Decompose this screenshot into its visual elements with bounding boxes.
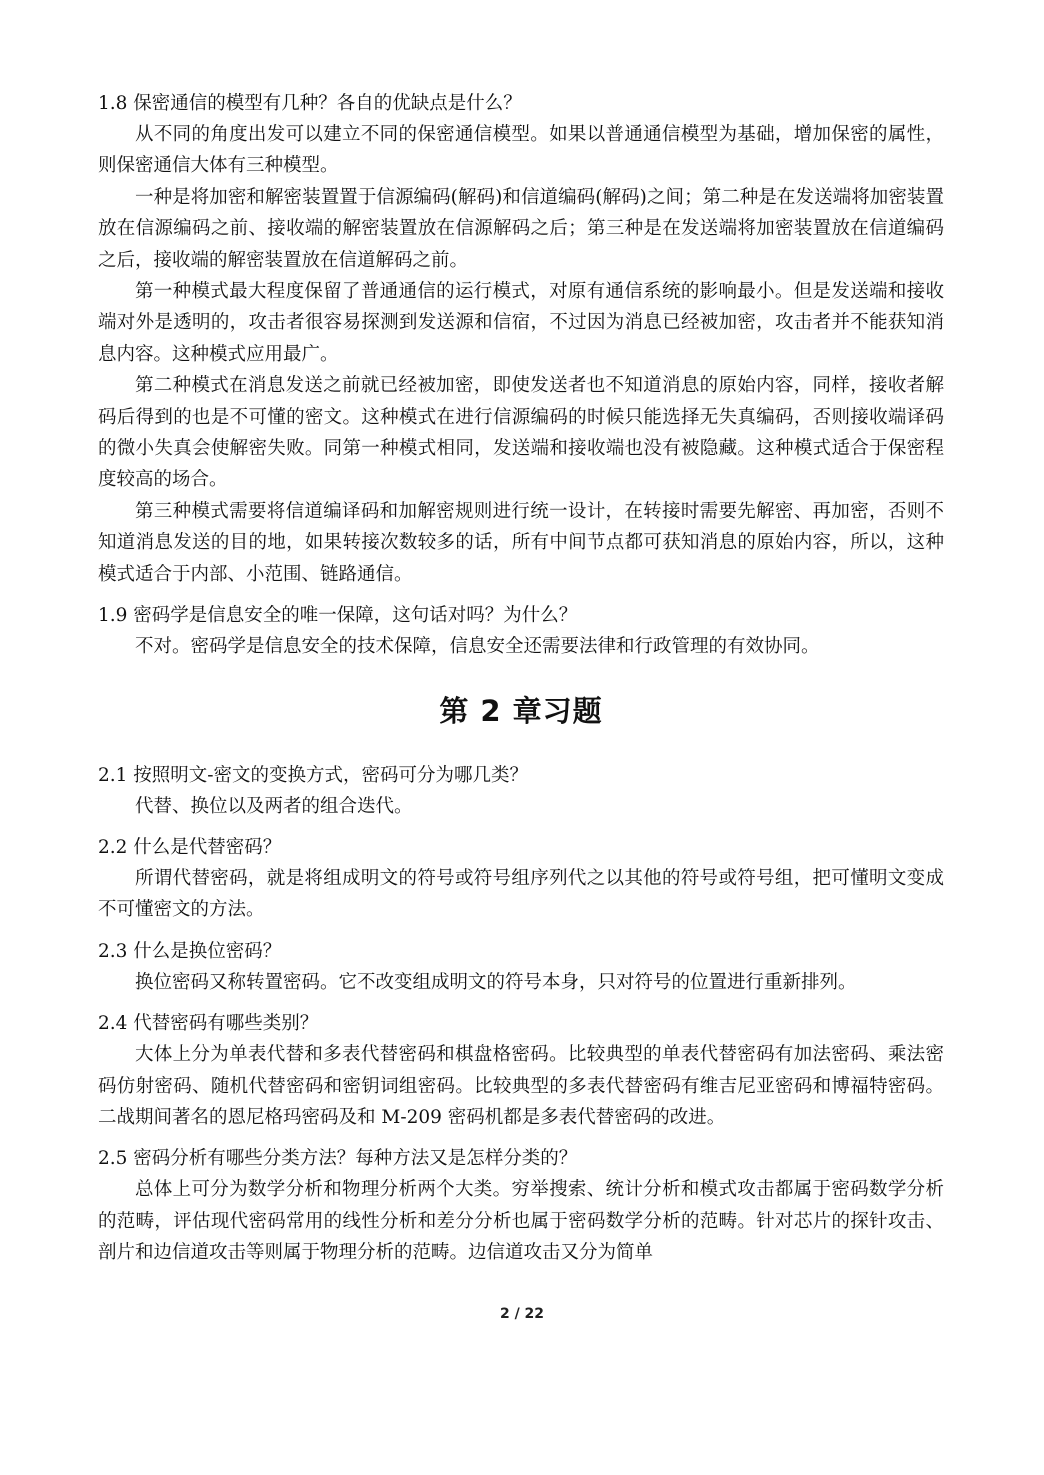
answer-paragraph: 代替、换位以及两者的组合迭代。 xyxy=(135,795,413,817)
question-2-4: 2.4 代替密码有哪些类别？ xyxy=(98,1013,319,1035)
question-1-8: 1.8 保密通信的模型有几种？各自的优缺点是什么？ xyxy=(98,93,522,114)
answer-paragraph: 所谓代替密码，就是将组成明文的符号或符号组序列代之以其他的符号或符号组，把可懂明文变成不可懂密文的方法。 xyxy=(98,867,944,921)
question-2-5: 2.5 密码分析有哪些分类方法？每种方法又是怎样分类的？ xyxy=(98,1148,578,1170)
question-2-1: 2.1 按照明文-密文的变换方式，密码可分为哪几类？ xyxy=(98,764,529,786)
answer-paragraph: 第一种模式最大程度保留了普通通信的运行模式，对原有通信系统的影响最小。但是发送端和接收端对外是透明的，攻击者很容易探测到发送源和信宿，不过因为消息已经被加密，攻击者并不能获知消息内容。这种模式应用最广。 xyxy=(98,281,944,365)
answer-paragraph: 一种是将加密和解密装置置于信源编码(解码)和信道编码(解码)之间；第二种是在发送端将加密装置放在信源编码之前、接收端的解密装置放在信源解码之后；第三种是在发送端将加密装置放在信道编码之后，接收端的解密装置放在信道解码之前。 xyxy=(98,186,944,271)
question-2-3: 2.3 什么是换位密码？ xyxy=(98,940,282,962)
answer-paragraph: 不对。密码学是信息安全的技术保障，信息安全还需要法律和行政管理的有效协同。 xyxy=(135,636,820,658)
question-2-2: 2.2 什么是代替密码？ xyxy=(98,836,282,858)
question-1-9: 1.9 密码学是信息安全的唯一保障，这句话对吗？为什么？ xyxy=(98,605,578,627)
document-page xyxy=(98,88,944,1269)
answer-paragraph: 从不同的角度出发可以建立不同的保密通信模型。如果以普通通信模型为基础，增加保密的属性，则保密通信大体有三种模型。 xyxy=(98,124,944,177)
chapter-title: 第 2 章习题 xyxy=(439,693,603,728)
answer-paragraph: 第二种模式在消息发送之前就已经被加密，即使发送者也不知道消息的原始内容，同样，接收者解码后得到的也是不可懂的密文。这种模式在进行信源编码的时候只能选择无失真编码，否则接收端译码的微小失真会使解密失败。同第一种模式相同，发送端和接收端也没有被隐藏。这种模式适合于保密程度较高的场合。 xyxy=(98,375,944,491)
answer-paragraph: 大体上分为单表代替和多表代替密码和棋盘格密码。比较典型的单表代替密码有加法密码、乘法密码仿射密码、随机代替密码和密钥词组密码。比较典型的多表代替密码有维吉尼亚密码和博福特密码。二战期间著名的恩尼格玛密码及和 M-209 密码机都是多表代替密码的改进。 xyxy=(98,1044,944,1128)
answer-paragraph: 换位密码又称转置密码。它不改变组成明文的符号本身，只对符号的位置进行重新排列。 xyxy=(135,971,857,993)
answer-paragraph: 总体上可分为数学分析和物理分析两个大类。穷举搜索、统计分析和模式攻击都属于密码数学分析的范畴，评估现代密码常用的线性分析和差分分析也属于密码数学分析的范畴。针对芯片的探针攻击、剖片和边信道攻击等则属于物理分析的范畴。边信道攻击又分为简单 xyxy=(98,1179,944,1264)
page-number: 2 / 22 xyxy=(499,1306,545,1322)
answer-paragraph: 第三种模式需要将信道编译码和加解密规则进行统一设计，在转接时需要先解密、再加密，否则不知道消息发送的目的地，如果转接次数较多的话，所有中间节点都可获知消息的原始内容，所以，这种模式适合于内部、小范围、链路通信。 xyxy=(98,500,944,585)
